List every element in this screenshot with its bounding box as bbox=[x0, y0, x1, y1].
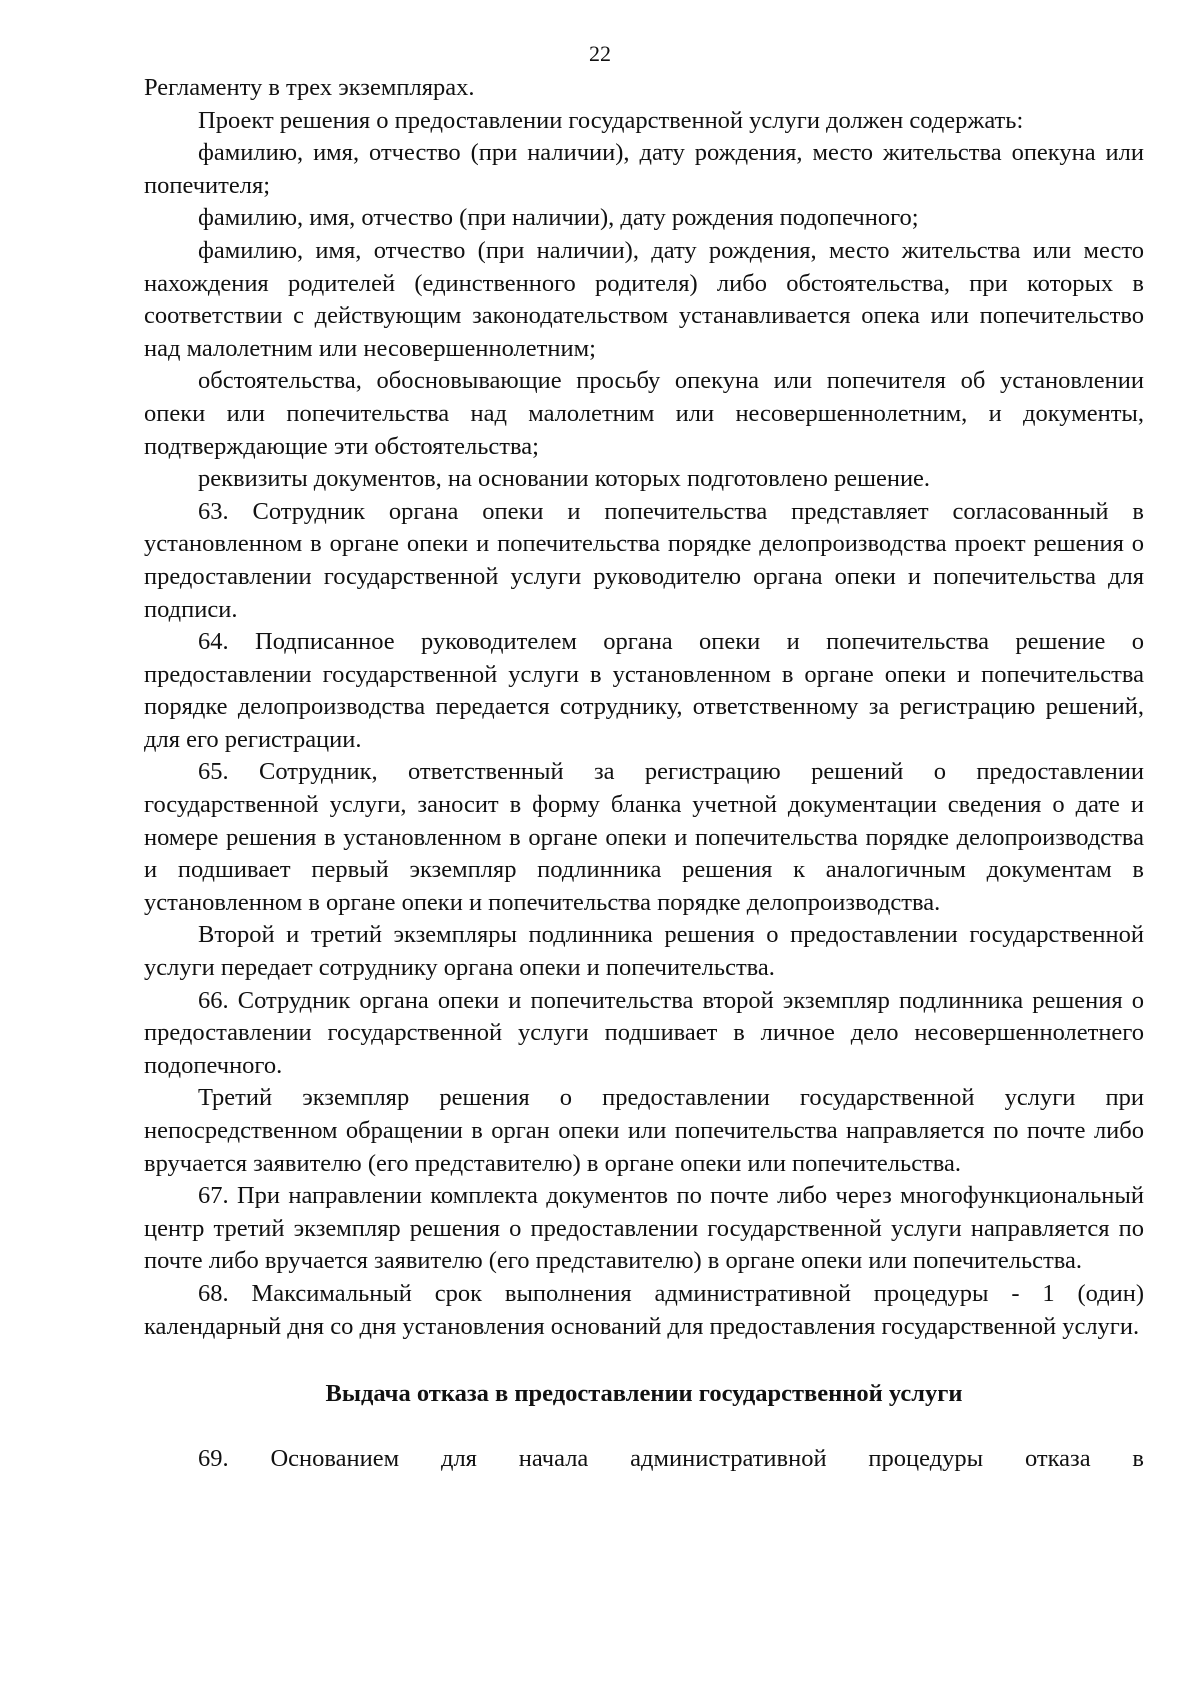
clause-65: 65. Сотрудник, ответственный за регистрацию решений о предоставлении государственной услуги, заносит в форму бланка учетной документации сведения о дате и номере решения в установленном в органе опеки и попечительства порядке делопроизводства и подшивает первый экземпляр подлинника решения к аналогичным документам в установленном в органе опеки и попечительства порядке делопроизводства. bbox=[144, 758, 1144, 916]
list-item: фамилию, имя, отчество (при наличии), дату рождения, место жительства или место нахождения родителей (единственного родителя) либо обстоятельства, при которых в соответствии с действующим законодательством устанавливается опека или попечительство над малолетним или несовершеннолетним; bbox=[144, 236, 1144, 362]
list-item: обстоятельства, обосновывающие просьбу опекуна или попечителя об установлении опеки или попечительства над малолетним или несовершеннолетним, и документы, подтверждающие эти обстоятельства; bbox=[144, 367, 1144, 460]
clause-69: 69. Основанием для начала административной процедуры отказа в bbox=[198, 1444, 1144, 1472]
paragraph: Проект решения о предоставлении государственной услуги должен содержать: bbox=[198, 106, 1024, 134]
paragraph: Регламенту в трех экземплярах. bbox=[144, 74, 475, 101]
clause-64: 64. Подписанное руководителем органа опеки и попечительства решение о предоставлении государственной услуги в установленном в органе опеки и попечительства порядке делопроизводства передается сотруднику, ответственному за регистрацию решений, для его регистрации. bbox=[144, 628, 1144, 753]
paragraph: Третий экземпляр решения о предоставлении государственной услуги при непосредственном обращении в орган опеки или попечительства направляется по почте либо вручается заявителю (его представителю) в органе опеки или попечительства. bbox=[144, 1084, 1144, 1177]
list-item: фамилию, имя, отчество (при наличии), дату рождения подопечного; bbox=[198, 204, 919, 232]
clause-63: 63. Сотрудник органа опеки и попечительства представляет согласованный в установленном в органе опеки и попечительства порядке делопроизводства проект решения о предоставлении государственной услуги руководителю органа опеки и попечительства для подписи. bbox=[144, 497, 1144, 623]
paragraph: Второй и третий экземпляры подлинника решения о предоставлении государственной услуги передает сотруднику органа опеки и попечительства. bbox=[144, 921, 1144, 982]
clause-67: 67. При направлении комплекта документов по почте либо через многофункциональный центр третий экземпляр решения о предоставлении государственной услуги направляется по почте либо вручается заявителю (его представителю) в органе опеки или попечительства. bbox=[144, 1182, 1144, 1275]
clause-66: 66. Сотрудник органа опеки и попечительства второй экземпляр подлинника решения о предоставлении государственной услуги подшивает в личное дело несовершеннолетнего подопечного. bbox=[144, 986, 1144, 1079]
document-body bbox=[144, 72, 1144, 1475]
section-heading: Выдача отказа в предоставлении государственной услуги bbox=[325, 1380, 963, 1408]
clause-68: 68. Максимальный срок выполнения административной процедуры - 1 (один) календарный дня со дня установления оснований для предоставления государственной услуги. bbox=[144, 1279, 1144, 1340]
page-number: 22 bbox=[589, 41, 611, 66]
list-item: реквизиты документов, на основании которых подготовлено решение. bbox=[198, 465, 931, 493]
list-item: фамилию, имя, отчество (при наличии), дату рождения, место жительства опекуна или попечителя; bbox=[144, 139, 1144, 199]
